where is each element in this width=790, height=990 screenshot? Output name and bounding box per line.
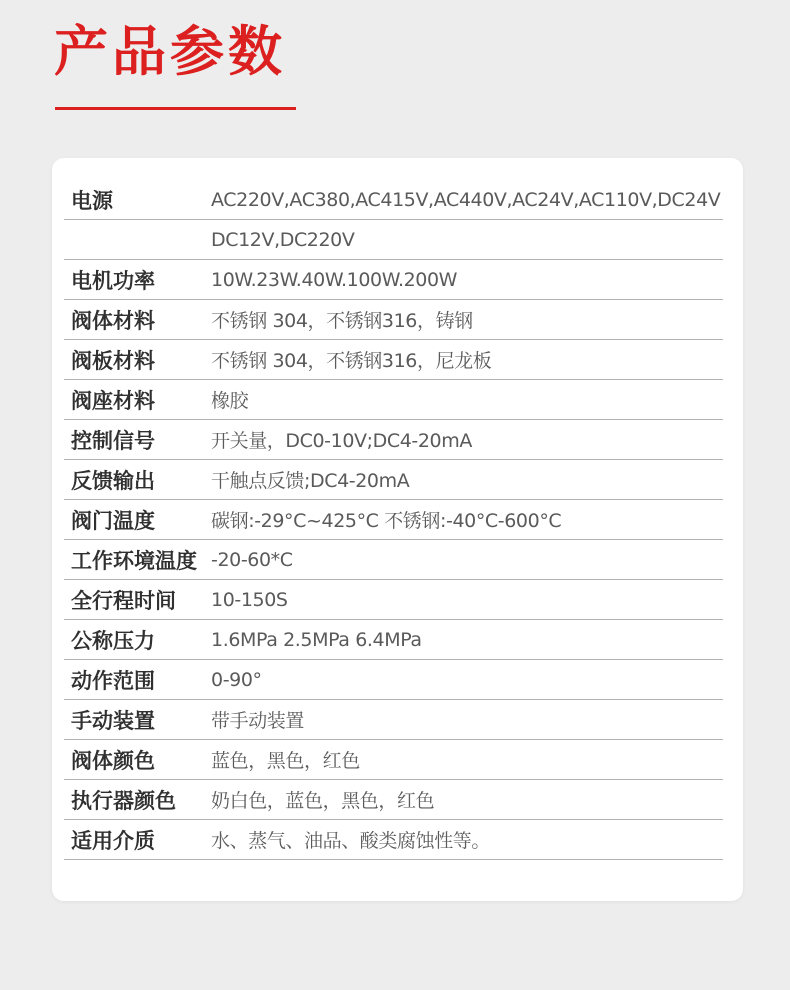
table-row [64, 340, 723, 380]
table-row [64, 180, 723, 220]
table-row [64, 660, 723, 700]
spec-label: 公称压力 [71, 628, 155, 653]
table-row [64, 260, 723, 300]
spec-value: 蓝色，黑色，红色 [211, 750, 360, 772]
table-row [64, 460, 723, 500]
spec-value: 水、蒸气、油品、酸类腐蚀性等。 [211, 830, 491, 852]
table-row [64, 780, 723, 820]
spec-label: 全行程时间 [71, 588, 176, 613]
table-row [64, 300, 723, 340]
spec-value: 不锈钢 304，不锈钢316，铸钢 [211, 310, 473, 332]
spec-label: 阀体材料 [71, 308, 155, 333]
spec-table-card [52, 158, 743, 901]
spec-value: 开关量，DC0-10V;DC4-20mA [211, 430, 472, 452]
spec-label: 工作环境温度 [71, 548, 197, 573]
table-row [64, 700, 723, 740]
spec-value: 0-90° [211, 668, 262, 691]
spec-value: 带手动装置 [211, 710, 305, 732]
page-title: 产品参数 [54, 20, 286, 83]
spec-value: 碳钢:-29°C~425°C 不锈钢:-40°C-600°C [211, 510, 562, 532]
spec-label: 电机功率 [71, 268, 155, 293]
spec-label: 阀体颜色 [71, 748, 155, 773]
spec-value: 不锈钢 304，不锈钢316，尼龙板 [211, 350, 492, 372]
spec-label: 动作范围 [71, 668, 155, 693]
spec-value: 橡胶 [211, 390, 249, 412]
spec-label: 手动装置 [71, 708, 155, 733]
table-row [64, 580, 723, 620]
spec-value: 10W.23W.40W.100W.200W [211, 268, 458, 291]
spec-value: AC220V,AC380,AC415V,AC440V,AC24V,AC110V,DC24V [211, 188, 721, 211]
spec-label: 阀座材料 [71, 388, 155, 413]
table-row [64, 500, 723, 540]
table-row [64, 540, 723, 580]
table-row [64, 220, 723, 260]
spec-value: 奶白色，蓝色，黑色，红色 [211, 790, 435, 812]
spec-label: 阀板材料 [71, 348, 155, 373]
spec-value: 干触点反馈;DC4-20mA [211, 470, 410, 492]
table-row [64, 620, 723, 660]
spec-label: 电源 [71, 188, 113, 213]
title-underline [55, 107, 296, 110]
spec-value: DC12V,DC220V [211, 228, 355, 251]
spec-value: 1.6MPa 2.5MPa 6.4MPa [211, 628, 422, 651]
table-row [64, 380, 723, 420]
spec-label: 执行器颜色 [71, 788, 176, 813]
spec-label: 适用介质 [71, 828, 155, 853]
spec-label: 反馈输出 [71, 468, 155, 493]
table-row [64, 420, 723, 460]
table-row [64, 820, 723, 860]
spec-label: 阀门温度 [71, 508, 155, 533]
spec-value: 10-150S [211, 588, 288, 611]
spec-label: 控制信号 [71, 428, 155, 453]
spec-value: -20-60*C [211, 548, 293, 571]
table-row [64, 740, 723, 780]
